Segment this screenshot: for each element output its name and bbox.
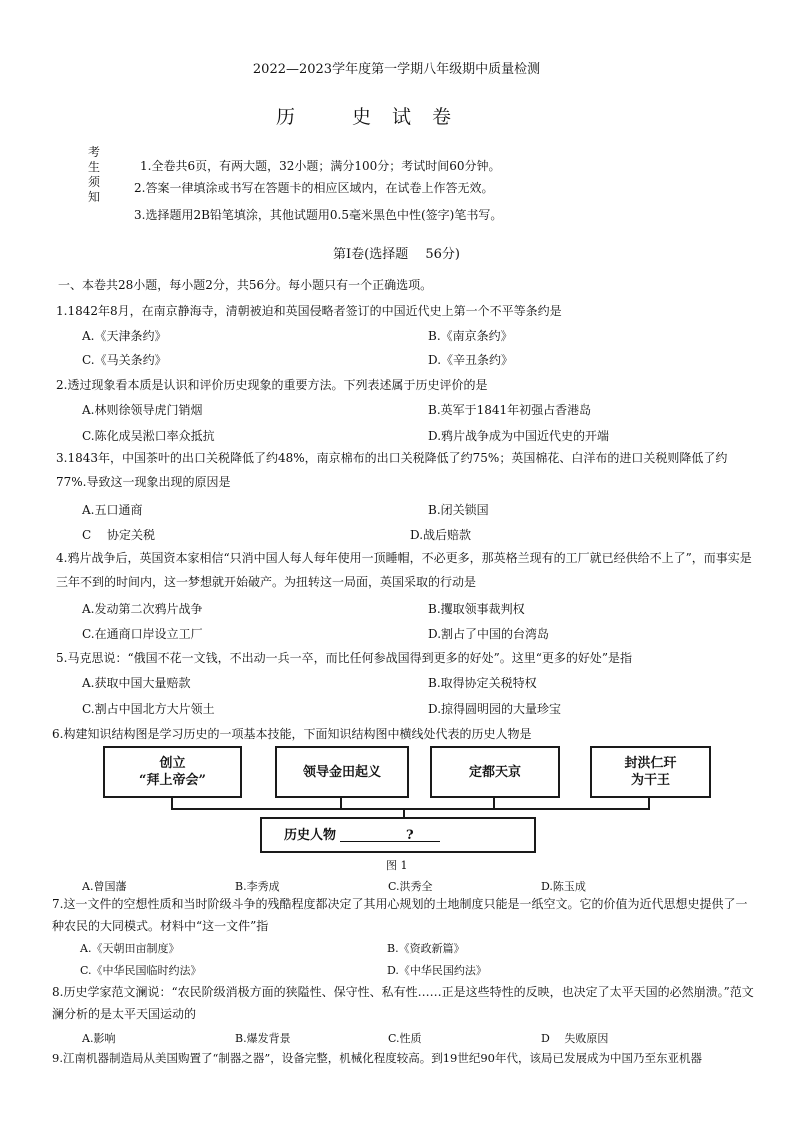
question-stem: 1.1842年8月，在南京静海寺，清朝被迫和英国侵略者签订的中国近代史上第一个不平等条约是 [56,304,562,318]
option: D.陈玉成 [541,880,586,893]
subject-char-4: 卷 [432,106,454,128]
subject-char-1: 历 [276,106,298,128]
option: A.林则徐领导虎门销烟 [82,403,203,417]
option: B.取得协定关税特权 [428,676,537,690]
question-stem: 8.历史学家范文澜说：“农民阶级消极方面的狭隘性、保守性、私有性……正是这些特性的反映，也决定了太平天国的必然崩溃。”范文澜分析的是太平天国运动的 [52,985,754,1021]
option: C.洪秀全 [388,880,433,893]
question-stem: 4.鸦片战争后，英国资本家相信“只消中国人每人每年使用一顶睡帽，不必更多，那英格兰现有的工厂就已经供给不上了”，而事实是三年不到的时间内，这一梦想就开始破产。为扭转这一局面，英国采取的行动是 [56,551,752,589]
option: A.《天朝田亩制度》 [80,942,180,955]
question-stem: 3.1843年，中国茶叶的出口关税降低了约48%，南京棉布的出口关税降低了约75%；英国棉花、白洋布的进口关税则降低了约77%.导致这一现象出现的原因是 [56,451,728,489]
question-mark: ? [406,827,414,843]
option: C.《马关条约》 [82,353,167,367]
notice-item: 3.选择题用2B铅笔填涂，其他试题用0.5毫米黑色中性(签字)笔书写。 [134,208,503,222]
center-label: 历史人物 [284,827,337,843]
option: B.爆发背景 [235,1032,291,1045]
option: B.闭关锁国 [428,503,489,517]
option: B.《南京条约》 [428,329,513,343]
answer-blank [340,829,440,842]
question-stem: 7.这一文件的空想性质和当时阶级斗争的残酷程度都决定了其用心规划的土地制度只能是一纸空文。它的价值为近代思想史提供了一种农民的大同模式。材料中“这一文件”指 [52,897,748,933]
diagram-center-box [260,817,536,853]
figure-caption: 图 1 [386,859,408,872]
notice-item: 1.全卷共6页，有两大题，32小题；满分100分；考试时间60分钟。 [140,159,501,173]
option: D.掠得圆明园的大量珍宝 [428,702,562,716]
option: C.《中华民国临时约法》 [80,964,202,977]
option: B.李秀成 [235,880,280,893]
notice-label: 考生须知 [88,145,101,204]
option: C.陈化成吴淞口率众抵抗 [82,429,215,443]
option: D.战后赔款 [410,528,472,542]
option: A.曾国藩 [82,880,127,893]
option: D.割占了中国的台湾岛 [428,627,550,641]
option: D.《辛丑条约》 [428,353,514,367]
diagram-box: 定都天京 [430,746,560,798]
notice-item: 2.答案一律填涂或书写在答题卡的相应区域内，在试卷上作答无效。 [134,181,494,195]
option: B.英军于1841年初强占香港岛 [428,403,592,417]
option: D.《中华民国约法》 [387,964,487,977]
option: C.在通商口岸设立工厂 [82,627,203,641]
option: A.《天津条约》 [82,329,167,343]
diagram-box: 创立 “拜上帝会” [103,746,242,798]
option: D 失败原因 [541,1032,609,1045]
option: D.鸦片战争成为中国近代史的开端 [428,429,610,443]
exam-title: 2022—2023学年度第一学期八年级期中质量检测 [252,62,541,77]
question-stem: 6.构建知识结构图是学习历史的一项基本技能，下面知识结构图中横线处代表的历史人物是 [52,727,532,741]
question-stem: 9.江南机器制造局从美国购置了“制器之器”，设备完整，机械化程度较高。到19世纪90年代，该局已发展成为中国乃至东亚机器 [52,1051,702,1065]
option: B.《资政新篇》 [387,942,465,955]
diagram-box: 领导金田起义 [275,746,409,798]
subject-char-2: 史 [352,106,374,128]
question-stem: 5.马克思说：“俄国不花一文钱，不出动一兵一卒，而比任何参战国得到更多的好处”。这里“更多的好处”是指 [56,651,632,665]
option: C.性质 [388,1032,422,1045]
connector-line [171,808,650,810]
option: A.五口通商 [82,503,143,517]
diagram-box: 封洪仁玕 为干王 [590,746,711,798]
option: B.攫取领事裁判权 [428,602,525,616]
option: C.割占中国北方大片领土 [82,702,215,716]
option: A.发动第二次鸦片战争 [82,602,203,616]
section-title: 第Ⅰ卷(选择题 56分) [333,247,460,262]
option: A.获取中国大量赔款 [82,676,191,690]
section-instruction: 一、本卷共28小题，每小题2分，共56分。每小题只有一个正确选项。 [58,278,433,292]
option: C 协定关税 [82,528,155,542]
option: A.影响 [82,1032,116,1045]
subject-char-3: 试 [392,106,414,128]
question-stem: 2.透过现象看本质是认识和评价历史现象的重要方法。下列表述属于历史评价的是 [56,378,488,392]
